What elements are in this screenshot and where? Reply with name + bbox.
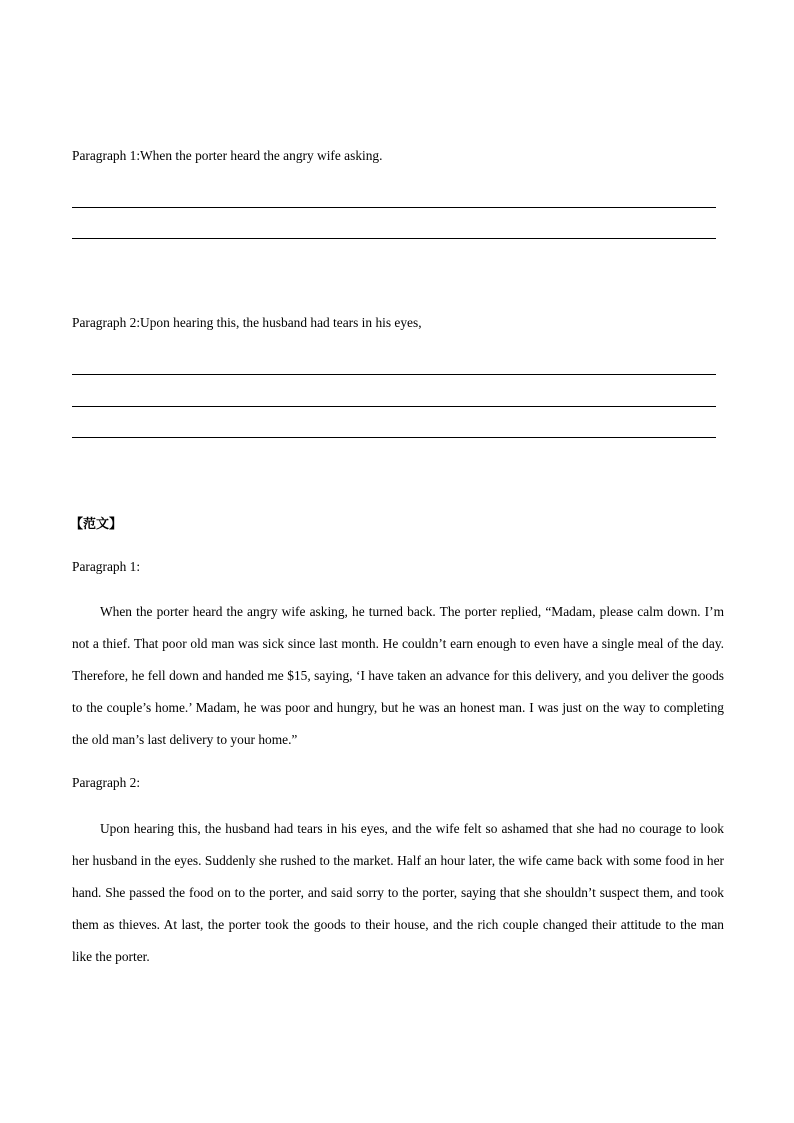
paragraph-1-text: When the porter heard the angry wife asking, he turned back. The porter replied, “Madam, please calm down. I’m not a thief. That poor old man was sick since last month. He couldn’t earn enough to even have a single meal of the day. Therefore, he fell down and handed me $15, saying, ‘I have taken an advance for this delivery, and you deliver the goods to the couple’s home.’ Madam, he was poor and hungry, but he was an honest man. I was just on the way to completing the old man’s last delivery to your home.” <box>72 604 724 747</box>
model-essay-heading: 【范文】 <box>70 517 123 532</box>
paragraph-1-label: Paragraph 1: <box>72 559 141 574</box>
writing-line <box>72 238 716 239</box>
writing-line <box>72 437 716 438</box>
paragraph-2-label: Paragraph 2: <box>72 775 141 790</box>
paragraph-1-prompt: Paragraph 1:When the porter heard the angry wife asking. <box>72 148 383 163</box>
writing-line <box>72 406 716 407</box>
paragraph-2-text: Upon hearing this, the husband had tears in his eyes, and the wife felt so ashamed that she had no courage to look her husband in the eyes. Suddenly she rushed to the market. Half an hour later, the wife came back with some food in her hand. She passed the food on to the porter, and said sorry to the porter, saying that she shouldn’t suspect them, and took them as thieves. At last, the porter took the goods to their house, and the rich couple changed their attitude to the man like the porter. <box>72 821 724 964</box>
writing-line <box>72 207 716 208</box>
paragraph-2-prompt: Paragraph 2:Upon hearing this, the husband had tears in his eyes, <box>72 315 422 330</box>
writing-line <box>72 374 716 375</box>
